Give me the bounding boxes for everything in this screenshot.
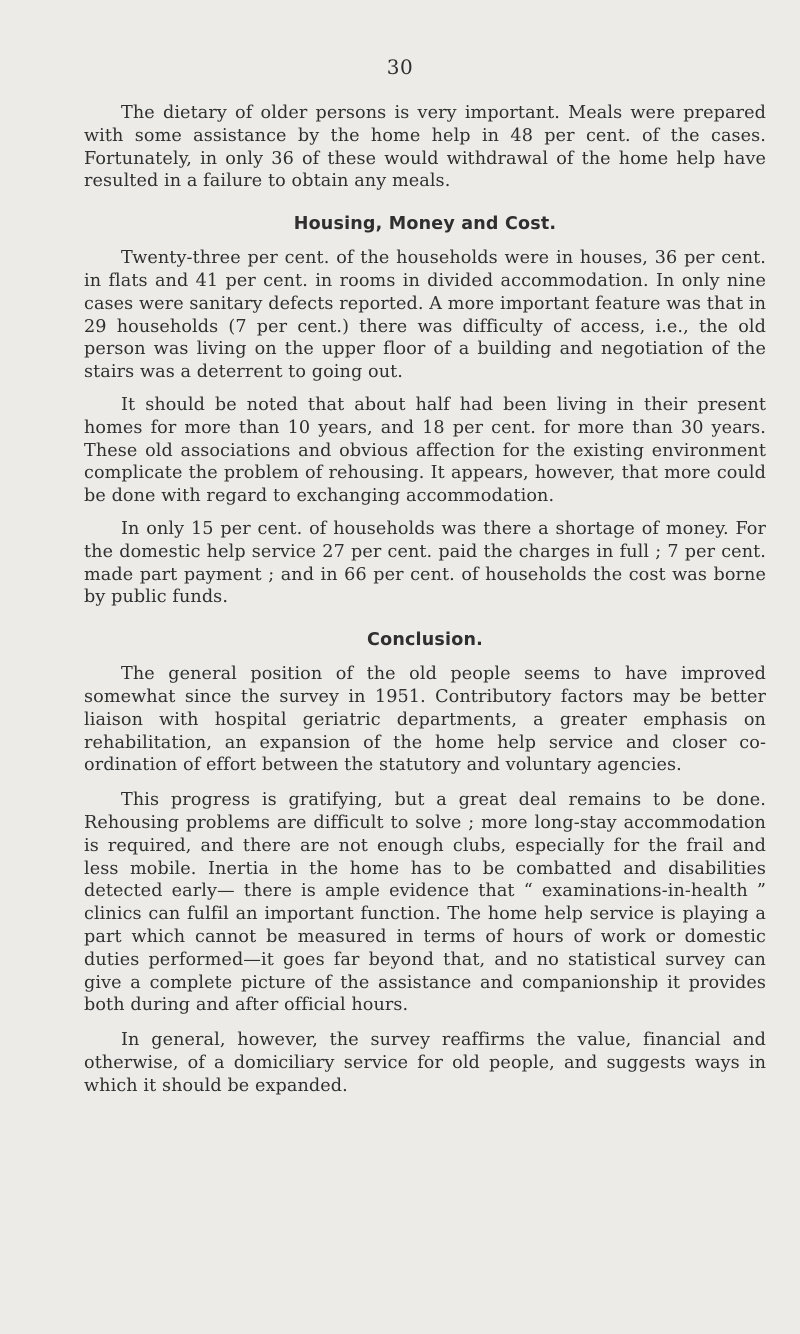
- paragraph-spacer: [84, 508, 766, 518]
- general-position-paragraph: The general position of the old people seems to have improved somewhat since the survey in 1951. Contributory factors may be better liaison with hospital geriatric departments, a greater emphasis on rehabilitation, an expansion of the home help service and closer co-ordination of effort between the statutory and voluntary agencies.: [84, 664, 766, 776]
- progress-paragraph: This progress is gratifying, but a great deal remains to be done. Rehousing problems are difficult to solve ; more long-stay accommodation is required, and there are not enough clubs, especially for the frail and less mobile. Inertia in the home has to be combatted and disabilities detected early— there is ample evidence that “ examinations-in-health ” clinics can fulfil an important function. The home help service is playing a part which cannot be measured in terms of hours of work or domestic duties performed—it goes far beyond that, and no statistical survey can give a complete picture of the assistance and companionship it provides both during and after official hours.: [84, 790, 766, 1016]
- section-spacer: [84, 651, 766, 663]
- paragraph-spacer: [84, 777, 766, 789]
- general-conclusion-paragraph: In general, however, the survey reaffirms the value, financial and otherwise, of a domiciliary service for old people, and suggests ways in which it should be expanded.: [84, 1030, 766, 1096]
- section-spacer: [84, 193, 766, 213]
- housing-types-paragraph: Twenty-three per cent. of the households were in houses, 36 per cent. in flats and 41 per cent. in rooms in divided accommodation. In only nine cases were sanitary defects reported. A more important feature was that in 29 households (7 per cent.) there was difficulty of access, i.e., the old person was living on the upper floor of a building and negotiation of the stairs was a deterrent to going out.: [84, 248, 766, 383]
- housing-money-cost-heading: Housing, Money and Cost.: [293, 214, 557, 235]
- page-number: 30: [386, 55, 414, 79]
- paragraph-spacer: [84, 1017, 766, 1029]
- money-cost-paragraph: In only 15 per cent. of households was there a shortage of money. For the domestic help service 27 per cent. paid the charges in full ; 7 per cent. made part payment ; and in 66 per cent. of households the cost was borne by public funds.: [84, 518, 766, 608]
- dietary-paragraph: The dietary of older persons is very important. Meals were prepared with some assistance by the home help in 48 per cent. of the cases. Fortunately, in only 36 of these would withdrawal of the home help have resulted in a failure to obtain any meals.: [84, 103, 766, 192]
- paragraph-spacer: [84, 384, 766, 394]
- conclusion-heading: Conclusion.: [367, 630, 483, 651]
- section-spacer: [84, 235, 766, 247]
- section-spacer: [84, 609, 766, 629]
- residence-duration-paragraph: It should be noted that about half had been living in their present homes for more than 10 years, and 18 per cent. for more than 30 years. These old associations and obvious affection for the existing environment complicate the problem of rehousing. It appears, however, that more could be done with regard to exchanging accommodation.: [84, 394, 766, 507]
- body-text: [84, 102, 766, 1097]
